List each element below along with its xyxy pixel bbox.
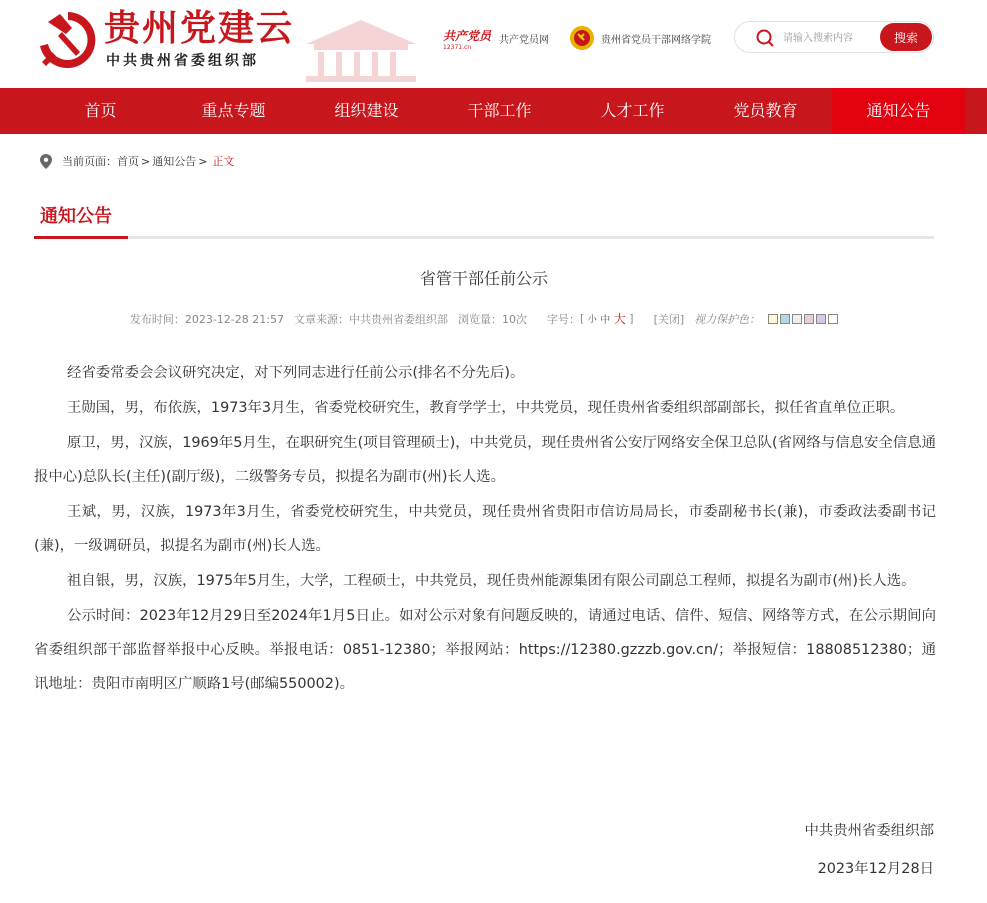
article-signature: [804, 812, 934, 888]
eye-care-swatch-gray[interactable]: [792, 314, 802, 324]
eye-care-swatch-pink[interactable]: [804, 314, 814, 324]
view-count: 浏览量：10次: [457, 312, 527, 326]
article-paragraph: 原卫，男，汉族，1969年5月生，在职研究生(项目管理硕士)，中共党员，现任贵州省公安厅网络安全保卫总队(省网络与信息安全信息通报中心)总队长(主任)(副厅级)，二级警务专员，拟提名为副市(州)长人选。: [34, 435, 936, 485]
partner-link-academy[interactable]: [569, 24, 711, 52]
nav-item-notices[interactable]: 通知公告: [832, 88, 965, 134]
section-title: 通知公告: [40, 206, 112, 227]
breadcrumb-separator: >: [198, 154, 208, 168]
partner-logo-12371: 共产党员 12371.cn: [443, 29, 492, 51]
eye-care-label: 视力保护色：: [694, 312, 761, 326]
signature-date: 2023年12月28日: [817, 861, 934, 877]
close-page-button[interactable]: [关闭]: [653, 312, 685, 326]
article-paragraph: 祖自银，男，汉族，1975年5月生，大学，工程硕士，中共党员，现任贵州能源集团有限公司副总工程师，拟提名为副市(州)长人选。: [67, 573, 916, 589]
font-size-small-button[interactable]: 小: [587, 315, 597, 325]
article-paragraph: 经省委常委会会议研究决定，对下列同志进行任前公示(排名不分先后)。: [67, 365, 525, 381]
nav-item-home[interactable]: 首页: [84, 101, 117, 120]
nav-item-topics[interactable]: 重点专题: [201, 101, 266, 120]
breadcrumb: [40, 151, 234, 171]
article-meta: [34, 310, 934, 327]
publish-time: 发布时间：2023-12-28 21:57: [129, 312, 284, 326]
partner-label: 贵州省党员干部网络学院: [601, 34, 711, 46]
eye-care-swatches: [768, 314, 838, 324]
article-paragraph: 王勋国，男，布依族，1973年3月生，省委党校研究生，教育学学士，中共党员，现任贵州省委组织部副部长，拟任省直单位正职。: [67, 400, 905, 416]
main-nav: [0, 88, 987, 134]
breadcrumb-prefix: 当前页面：: [62, 155, 117, 168]
breadcrumb-home-link[interactable]: 首页: [117, 155, 139, 168]
breadcrumb-section-link[interactable]: 通知公告: [152, 155, 197, 168]
search-box: [734, 21, 934, 53]
eye-care-swatch-blue[interactable]: [780, 314, 790, 324]
party-emblem-icon[interactable]: [32, 6, 98, 72]
site-header: [0, 0, 987, 88]
building-watermark-icon: [296, 14, 426, 82]
font-size-label: 字号：: [546, 312, 580, 326]
article-title: 省管干部任前公示: [419, 269, 548, 288]
search-icon: [755, 28, 775, 48]
site-subtitle: 中共贵州省委组织部: [106, 53, 259, 69]
eye-care-swatch-purple[interactable]: [816, 314, 826, 324]
article-source: 文章来源：中共贵州省委组织部: [293, 312, 448, 326]
font-size-large-button[interactable]: 大: [613, 312, 626, 326]
nav-item-cadre[interactable]: 干部工作: [467, 101, 532, 120]
search-button[interactable]: 搜索: [880, 23, 932, 51]
article-paragraph: 王斌，男，汉族，1973年3月生，省委党校研究生，中共党员，现任贵州省贵阳市信访局局长，市委副秘书长(兼)，市委政法委副书记(兼)，一级调研员，拟提名为副市(州)长人选。: [34, 504, 936, 554]
font-size-bracket: [: [579, 312, 585, 325]
eye-care-swatch-white[interactable]: [828, 314, 838, 324]
font-size-bracket: ]: [629, 312, 634, 325]
breadcrumb-current: 正文: [212, 155, 235, 168]
search-input[interactable]: [783, 28, 879, 48]
signature-org: 中共贵州省委组织部: [804, 823, 934, 839]
partner-link-12371[interactable]: [443, 26, 549, 50]
nav-item-education[interactable]: 党员教育: [733, 101, 798, 120]
eye-care-swatch-yellow[interactable]: [768, 314, 778, 324]
section-divider: [34, 236, 934, 239]
party-badge-icon: [569, 25, 595, 51]
font-size-medium-button[interactable]: 中: [600, 315, 611, 326]
breadcrumb-separator: >: [141, 154, 151, 168]
nav-item-organization[interactable]: 组织建设: [334, 101, 399, 120]
partner-label: 共产党员网: [499, 34, 550, 46]
nav-item-talent[interactable]: 人才工作: [600, 101, 665, 120]
location-pin-icon: [40, 154, 52, 169]
article-paragraph: 公示时间：2023年12月29日至2024年1月5日止。如对公示对象有问题反映的，请通过电话、信件、短信、网络等方式，在公示期间向省委组织部干部监督举报中心反映。举报电话：0851-12380；举报网站：https://12380.gzzzb.gov.cn/；举报短信：18808512380；通讯地址：贵阳市南明区广顺路1号(邮编550002)。: [34, 608, 936, 692]
site-title[interactable]: 贵州党建云: [104, 7, 295, 49]
article-body: [34, 356, 936, 701]
